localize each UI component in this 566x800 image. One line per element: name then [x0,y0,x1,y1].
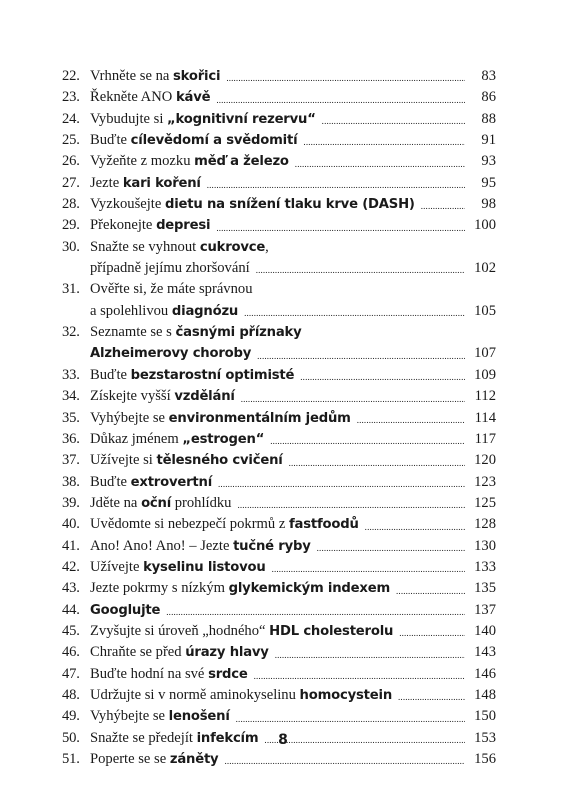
dot-leader [398,685,465,706]
toc-entry-line [62,685,496,706]
entry-text-segment: Získejte vyšší [90,388,175,405]
toc-entry-line [62,706,496,727]
entry-text-segment: Buďte [90,366,131,383]
dot-leader [322,109,465,130]
entry-number: 37. [62,452,80,469]
entry-page-number: 107 [474,345,496,362]
entry-topic-bold: tučné ryby [233,538,311,554]
entry-title [90,151,289,172]
toc-entry [62,66,496,87]
toc-entry [62,215,496,236]
entry-number: 43. [62,580,80,597]
entry-page-number: 100 [474,217,496,234]
entry-topic-bold: skořici [173,69,221,84]
entry-page-number: 105 [474,302,496,319]
entry-topic-bold: glykemickým indexem [228,581,391,597]
toc-entry-line [62,151,496,172]
toc-entry-line [62,258,496,279]
toc-entry [62,450,496,471]
dot-leader [421,194,465,215]
entry-topic-bold: environmentálním jedům [168,410,351,426]
dot-leader [218,472,465,493]
toc-entry-line [62,130,496,151]
toc-entry-line [62,493,496,514]
toc-entry [62,664,496,685]
toc-entry-line [62,301,496,322]
toc-entry-line [62,109,496,130]
entry-page-number: 137 [474,601,496,618]
entry-title [90,173,201,194]
dot-leader [300,365,465,386]
entry-text-segment: Překonejte [90,217,157,234]
toc-entry-line [62,322,496,343]
toc-entry-line [62,66,496,87]
dot-leader [216,216,465,237]
entry-number: 41. [62,537,80,554]
entry-number: 27. [62,174,80,191]
entry-text-segment: Seznamte se s [90,324,176,341]
entry-number: 31. [62,281,80,298]
toc-entry-line [62,408,496,429]
entry-topic-bold: lenošení [168,709,230,725]
toc-entry-line [62,600,496,621]
entry-topic-bold: kávě [175,90,211,106]
entry-text-segment: Řekněte ANO [90,89,176,106]
entry-topic-bold: bezstarostní optimisté [130,367,295,383]
entry-number: 36. [62,430,80,447]
entry-page-number: 109 [474,366,496,383]
entry-number: 26. [62,153,80,170]
toc-entry-line [62,173,496,194]
entry-text-segment: , [265,238,269,255]
entry-title [90,301,238,322]
entry-topic-bold: Googlujte [90,602,161,618]
entry-number: 44. [62,601,80,618]
dot-leader [244,301,465,322]
dot-leader [236,707,465,728]
dot-leader [216,88,465,109]
entry-title [90,493,231,514]
dot-leader [166,600,465,621]
toc-entry-line [62,621,496,642]
entry-text-segment: Poperte se se [90,751,170,767]
dot-leader [237,493,465,514]
entry-title [90,237,269,258]
toc-entry-line [62,87,496,108]
entry-title [90,279,253,300]
dot-leader [226,66,465,87]
toc-entry-line [62,386,496,407]
entry-title [90,600,160,621]
entry-topic-bold: fastfoodů [288,517,359,533]
entry-page-number: 98 [481,196,496,213]
toc-entry-line [62,557,496,578]
toc-entry [62,365,496,386]
entry-page-number: 128 [474,516,496,533]
entry-topic-bold: depresi [156,218,211,234]
toc-entry [62,87,496,108]
entry-title [90,386,235,407]
entry-title [90,429,264,450]
dot-leader [365,515,465,536]
toc-entry-line [62,215,496,236]
toc-entry [62,151,496,172]
dot-leader [270,429,465,450]
toc-entry [62,621,496,642]
dot-leader [295,152,465,173]
toc-entry [62,536,496,557]
entry-text-segment: prohlídku [171,494,232,511]
entry-text-segment: Vyhýbejte se [90,708,169,725]
entry-page-number: 91 [481,132,496,149]
entry-title [90,514,359,535]
dot-leader [396,579,465,600]
entry-page-number: 83 [481,68,496,84]
entry-text-segment: Užívejte [90,558,144,575]
toc-entry-line [62,642,496,663]
entry-number: 40. [62,516,80,533]
toc-entry-line [62,664,496,685]
entry-page-number: 140 [474,622,496,639]
entry-number: 48. [62,686,80,703]
entry-title [90,365,294,386]
toc-entry [62,514,496,535]
dot-leader [272,557,465,578]
entry-text-segment: Jezte pokrmy s nízkým [90,580,229,597]
entry-number: 38. [62,473,80,490]
entry-text-segment: Vyhýbejte se [90,409,169,426]
toc-entry [62,109,496,130]
entry-page-number: 148 [474,686,496,703]
dot-leader [399,621,465,642]
entry-number: 42. [62,558,80,575]
toc-entry-line [62,237,496,258]
entry-number: 35. [62,409,80,426]
entry-topic-bold: Alzheimerovy choroby [90,346,252,362]
entry-number: 50. [62,729,80,746]
entry-topic-bold: „kognitivní rezervu“ [167,111,316,127]
page-number: 8 [278,732,288,748]
entry-topic-bold: oční [141,495,172,511]
toc-entry [62,279,496,322]
entry-page-number: 135 [474,580,496,597]
toc-entry [62,706,496,727]
toc-entry [62,322,496,365]
dot-leader [303,130,465,151]
entry-title [90,130,297,151]
entry-topic-bold: diagnózu [171,303,239,319]
entry-text-segment: Jděte na [90,494,142,511]
entry-title [90,557,266,578]
entry-topic-bold: infekcím [196,730,259,746]
entry-page-number: 153 [474,729,496,746]
entry-title [90,536,311,557]
entry-number: 45. [62,622,80,639]
toc-entry [62,173,496,194]
entry-page-number: 120 [474,452,496,469]
entry-title [90,642,269,663]
toc-entry [62,408,496,429]
entry-title [90,664,248,685]
toc-entry-line [62,343,496,364]
entry-topic-bold: kari koření [122,175,201,191]
entry-text-segment: Snažte se předejít [90,729,197,746]
entry-text-segment: Zvyšujte si úroveň „hodného“ [90,622,270,639]
entry-topic-bold: cílevědomí a svědomití [130,133,298,149]
entry-title [90,408,351,429]
entry-text-segment: Chraňte se před [90,644,186,661]
entry-number: 49. [62,708,80,725]
entry-page-number: 146 [474,665,496,682]
dot-leader [241,387,465,408]
dot-leader [357,408,465,429]
entry-page-number: 130 [474,537,496,554]
entry-text-segment: Užívejte si [90,452,157,469]
table-of-contents [62,66,496,770]
toc-entry-line [62,514,496,535]
entry-page-number: 86 [481,89,496,106]
toc-entry [62,557,496,578]
entry-topic-bold: homocystein [299,687,393,703]
dot-leader [275,643,465,664]
entry-text-segment: Vybudujte si [90,110,168,127]
entry-page-number: 93 [481,153,496,170]
entry-page-number: 102 [474,260,496,277]
toc-entry [62,237,496,280]
entry-text-segment: a spolehlivou [90,302,172,319]
entry-text-segment: Uvědomte si nebezpečí pokrmů z [90,516,289,533]
toc-entry [62,194,496,215]
toc-entry [62,386,496,407]
toc-entry-line [62,578,496,599]
entry-topic-bold: měď a železo [194,154,289,170]
entry-number: 22. [62,68,80,84]
entry-topic-bold: časnými příznaky [175,325,302,341]
entry-title [90,706,230,727]
entry-text-segment: Ověřte si, že máte správnou [90,281,253,298]
entry-title [90,343,251,364]
entry-topic-bold: extrovertní [130,474,213,490]
entry-number: 29. [62,217,80,234]
entry-title [90,621,393,642]
dot-leader [317,536,465,557]
entry-title [90,450,283,471]
entry-number: 33. [62,366,80,383]
entry-title [90,322,302,343]
entry-text-segment: Buďte [90,473,131,490]
toc-entry [62,493,496,514]
entry-text-segment: Vyzkoušejte [90,196,165,213]
entry-page-number: 156 [474,751,496,767]
entry-text-segment: Buďte [90,132,131,149]
entry-text-segment: Udržujte si v normě aminokyselinu [90,686,300,703]
toc-entry [62,642,496,663]
toc-entry [62,472,496,493]
toc-entry [62,749,496,770]
entry-number: 32. [62,324,80,341]
entry-text-segment: případně jejímu zhoršování [90,260,250,277]
toc-entry-line [62,749,496,770]
dot-leader [256,258,465,279]
toc-entry-line [62,450,496,471]
entry-number: 28. [62,196,80,213]
entry-topic-bold: srdce [208,666,248,682]
entry-number: 51. [62,751,80,767]
entry-topic-bold: vzdělání [174,389,235,405]
entry-title [90,194,415,215]
entry-number: 30. [62,238,80,255]
toc-entry-line [62,536,496,557]
toc-entry-line [62,429,496,450]
entry-text-segment: Buďte hodní na své [90,665,209,682]
entry-page-number: 143 [474,644,496,661]
entry-title [90,66,220,87]
entry-number: 24. [62,110,80,127]
entry-topic-bold: záněty [169,752,219,767]
entry-topic-bold: cukrovce [199,239,266,255]
entry-page-number: 114 [474,409,496,426]
entry-title [90,87,210,108]
entry-number: 46. [62,644,80,661]
entry-page-number: 117 [474,430,496,447]
entry-page-number: 123 [474,473,496,490]
entry-topic-bold: „estrogen“ [182,431,265,447]
entry-text-segment: Snažte se vyhnout [90,238,200,255]
entry-number: 47. [62,665,80,682]
toc-entry [62,130,496,151]
toc-entry-line [62,365,496,386]
toc-entry [62,429,496,450]
entry-topic-bold: kyselinu listovou [143,559,266,575]
entry-page-number: 125 [474,494,496,511]
dot-leader [224,749,465,770]
toc-entry-line [62,472,496,493]
entry-text-segment: Vrhněte se na [90,68,174,84]
entry-title [90,258,250,279]
entry-topic-bold: dietu na snížení tlaku krve (DASH) [164,197,415,213]
toc-entry [62,685,496,706]
entry-page-number: 88 [481,110,496,127]
entry-text-segment: Důkaz jménem [90,430,183,447]
entry-title [90,685,392,706]
toc-entry-line [62,194,496,215]
entry-title [90,215,210,236]
entry-title [90,578,390,599]
dot-leader [207,173,465,194]
dot-leader [289,451,465,472]
entry-text-segment: Jezte [90,174,123,191]
entry-topic-bold: úrazy hlavy [185,645,269,661]
entry-text-segment: Ano! Ano! Ano! – Jezte [90,537,234,554]
entry-page-number: 133 [474,558,496,575]
entry-title [90,472,212,493]
entry-title [90,109,316,130]
entry-page-number: 95 [481,174,496,191]
toc-entry [62,600,496,621]
entry-number: 39. [62,494,80,511]
dot-leader [254,664,465,685]
entry-text-segment: Vyžeňte z mozku [90,153,195,170]
dot-leader [257,344,465,365]
entry-title [90,749,218,770]
entry-topic-bold: HDL cholesterolu [269,623,394,639]
entry-topic-bold: tělesného cvičení [156,453,283,469]
toc-entry [62,578,496,599]
entry-page-number: 112 [474,388,496,405]
entry-number: 25. [62,132,80,149]
entry-number: 23. [62,89,80,106]
toc-entry-line [62,279,496,300]
entry-number: 34. [62,388,80,405]
entry-page-number: 150 [474,708,496,725]
